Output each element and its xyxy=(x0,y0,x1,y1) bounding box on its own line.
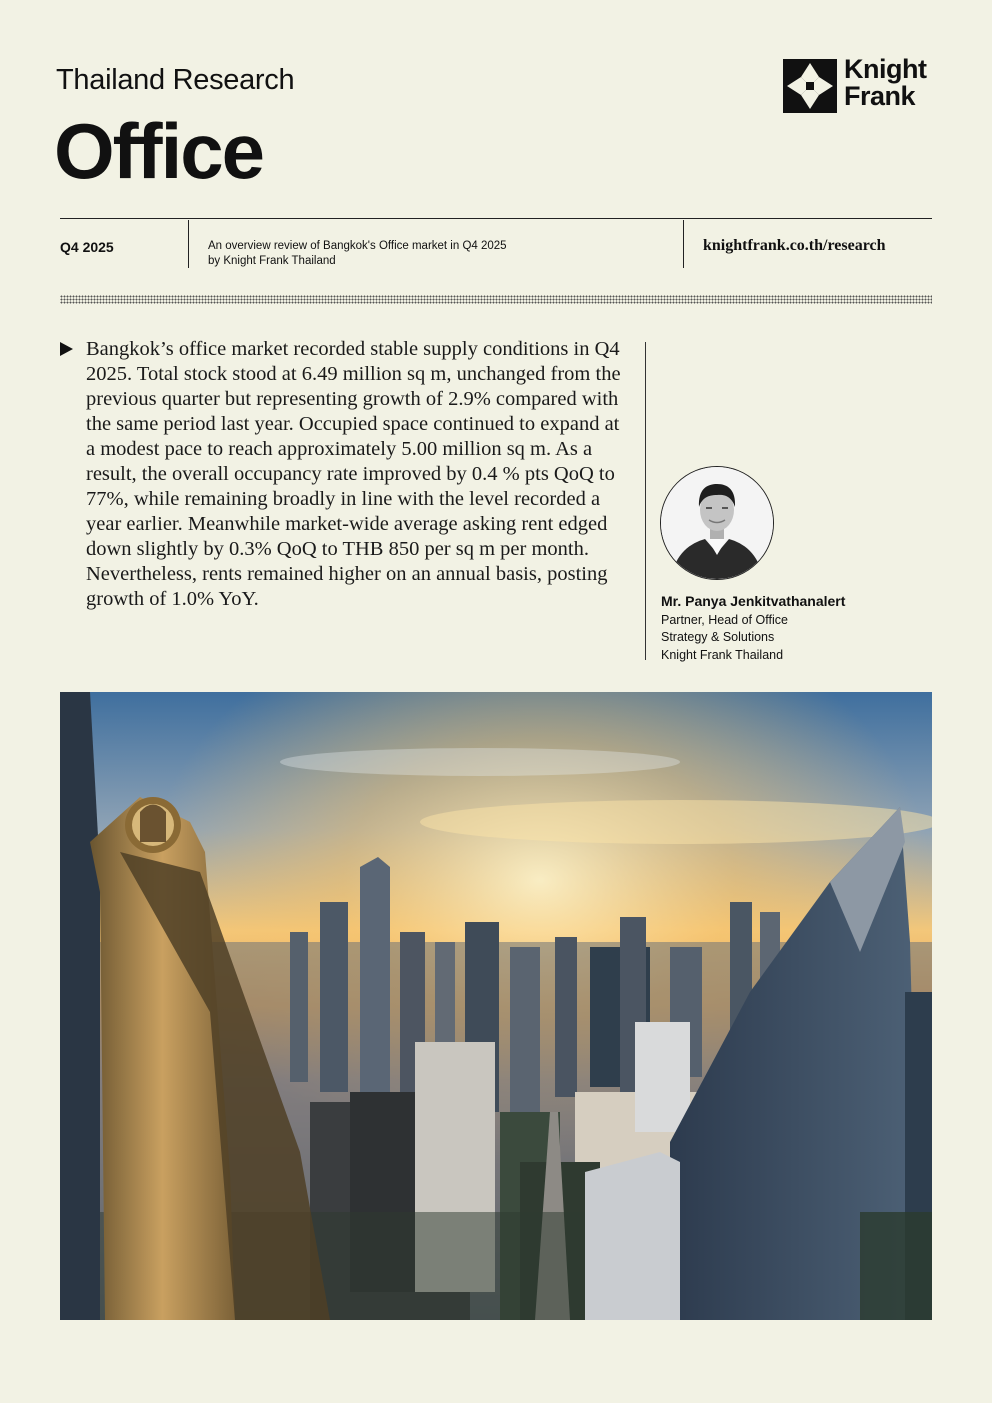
person-silhouette-icon xyxy=(661,467,773,579)
dotted-divider xyxy=(60,295,932,304)
logo-text-line1: Knight xyxy=(844,54,927,84)
report-overview xyxy=(208,239,628,269)
column-divider xyxy=(645,342,646,660)
knight-frank-logo xyxy=(783,54,933,114)
author-name: Mr. Panya Jenkitvathanalert xyxy=(661,593,846,609)
header-rule xyxy=(60,218,932,219)
report-quarter: Q4 2025 xyxy=(60,239,114,255)
author-role: Partner, Head of Office xyxy=(661,613,788,627)
bullet-arrow-icon xyxy=(60,342,73,356)
author-portrait xyxy=(660,466,774,580)
page-title: Office xyxy=(54,107,264,195)
info-divider xyxy=(188,220,189,268)
summary-paragraph: Bangkok’s office market recorded stable supply conditions in Q4 2025. Total stock stood at 6.49 million sq m, unchanged from the previous quarter but representing growth of 2.9% compared with the same period last year. Occupied space continued to expand at a modest pace to reach approximately 5.00 million sq m. As a result, the overall occupancy rate improved by 0.4 % pts QoQ to 77%, while remaining broadly in line with the level recorded a year earlier. Meanwhile market-wide average asking rent edged down slightly by 0.3% QoQ to THB 850 per sq m per month. Nevertheless, rents remained higher on an annual basis, posting growth of 1.0% YoY. xyxy=(86,338,621,610)
bangkok-skyline-photo xyxy=(60,692,932,1320)
author-role: Strategy & Solutions xyxy=(661,630,775,644)
overview-line: An overview review of Bangkok's Office market in Q4 2025 xyxy=(208,240,507,252)
info-divider xyxy=(683,220,684,268)
series-title: Thailand Research xyxy=(56,64,295,96)
author-organization: Knight Frank Thailand xyxy=(661,648,784,662)
overview-line: by Knight Frank Thailand xyxy=(208,255,336,267)
website-link[interactable]: knightfrank.co.th/research xyxy=(703,237,886,254)
skyline-illustration xyxy=(60,692,932,1320)
logo-text-line2: Frank xyxy=(844,81,916,111)
logo-mark-icon xyxy=(783,59,837,113)
